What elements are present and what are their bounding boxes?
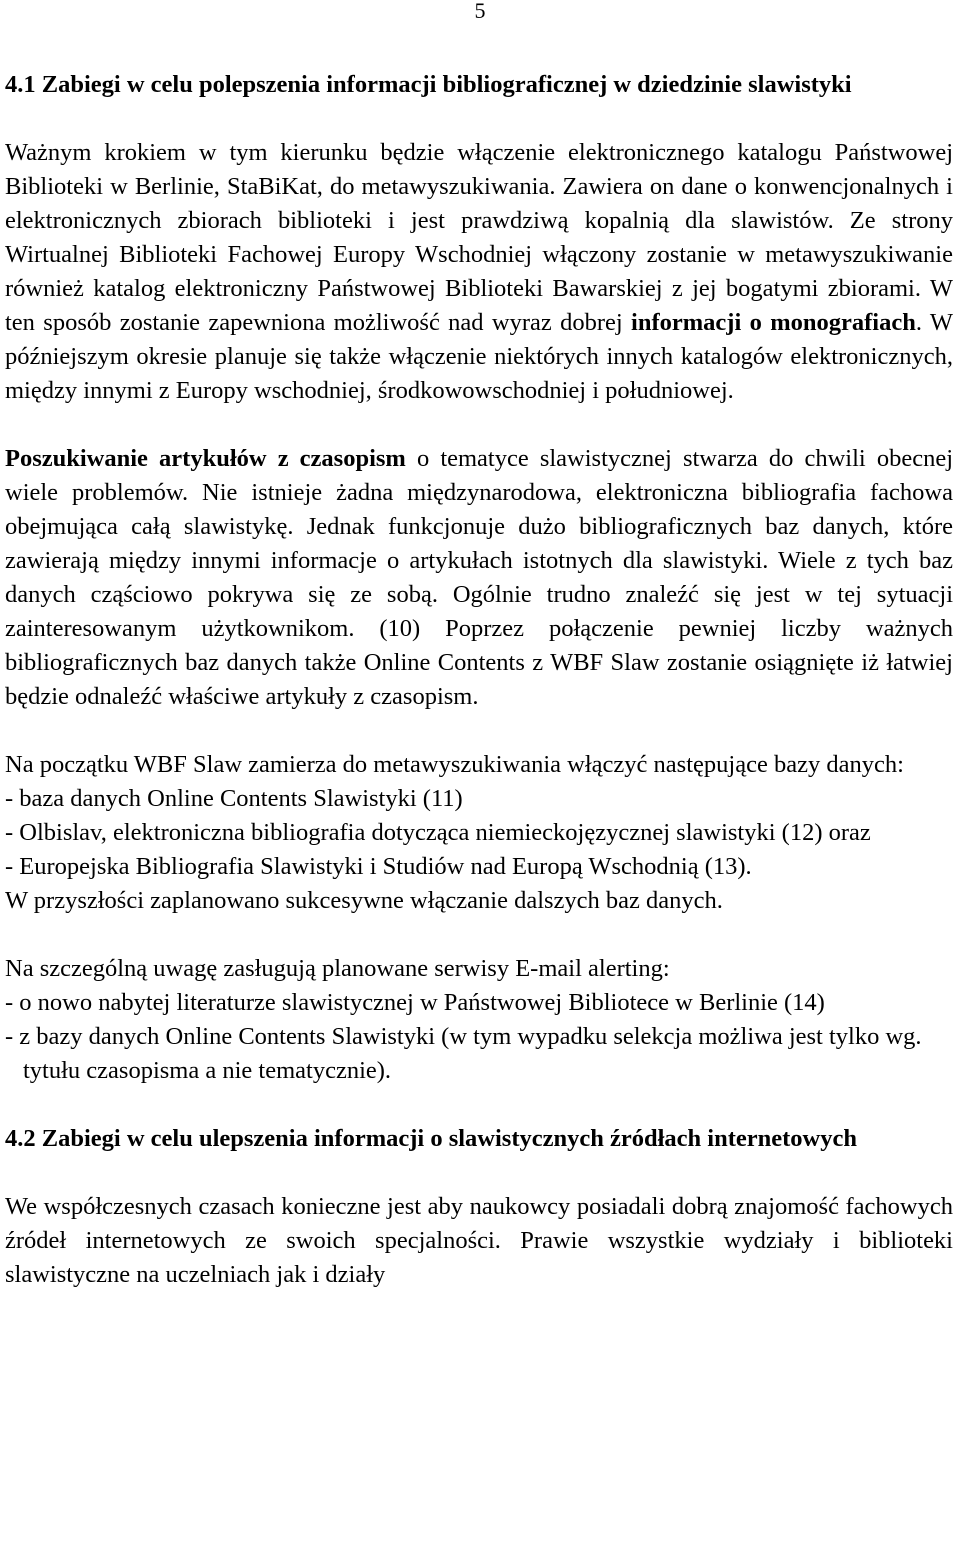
document-body: [5, 68, 953, 1292]
paragraph-text: o tematyce slawistycznej stwarza do chwili obecnej wiele problemów. Nie istnieje żadna międzynarodowa, elektroniczna bibliografia fachowa obejmująca całą slawistykę. Jednak funkcjonuje dużo bibliograficznych baz danych, które zawierają między innymi informacje o artykułach istotnych dla slawistyki. Wiele z tych baz danych cząściowo pokrywa się ze sobą. Ogólnie trudno znaleźć się jest w tej sytuacji zainteresowanym użytkownikom. (10) Poprzez połączenie pewniej liczby ważnych bibliograficznych baz danych także Online Contents z WBF Slaw zostanie osiągnięte iż łatwiej będzie odnaleźć właściwe artykuły z czasopism.: [5, 445, 954, 710]
paragraph-gap: [5, 408, 953, 442]
paragraph-catalogs: [5, 136, 953, 408]
paragraph-gap: [5, 918, 953, 952]
paragraph-gap: [5, 714, 953, 748]
list-item: - Olbislav, elektroniczna bibliografia dotycząca niemieckojęzycznej slawistyki (12) oraz: [5, 819, 871, 846]
paragraph-gap: [5, 102, 953, 136]
paragraph-internet-sources: We współczesnych czasach konieczne jest aby naukowcy posiadali dobrą znajomość fachowych źródeł internetowych ze swoich specjalności. Prawie wszystkie wydziały i biblioteki slawistyczne na uczelniach jak i działy: [5, 1193, 953, 1288]
section-heading-4-2: 4.2 Zabiegi w celu ulepszenia informacji o slawistycznych źródłach internetowych: [5, 1125, 857, 1152]
list-item: - Europejska Bibliografia Slawistyki i Studiów nad Europą Wschodnią (13).: [5, 853, 752, 880]
paragraph-gap: [5, 1088, 953, 1122]
paragraph-alerting-intro: Na szczególną uwagę zasługują planowane serwisy E-mail alerting:: [5, 955, 670, 982]
list-item: - baza danych Online Contents Slawistyki (11): [5, 785, 463, 812]
paragraph-databases-intro: Na początku WBF Slaw zamierza do metawyszukiwania włączyć następujące bazy danych:: [5, 751, 904, 778]
bold-phrase-monographs: informacji o monografiach: [631, 309, 916, 336]
paragraph-databases-outro: W przyszłości zaplanowano sukcesywne włączanie dalszych baz danych.: [5, 887, 723, 914]
paragraph-text: Ważnym krokiem w tym kierunku będzie włączenie elektronicznego katalogu Państwowej Biblioteki w Berlinie, StaBiKat, do metawyszukiwania. Zawiera on dane o konwencjonalnych i elektronicznych zbiorach biblioteki i jest prawdziwą kopalnią dla slawistów. Ze strony Wirtualnej Biblioteki Fachowej Europy Wschodniej włączony zostanie w metawyszukiwanie również katalog elektroniczny Państwowej Biblioteki Bawarskiej z jej bogatymi zbiorami. W ten sposób zostanie zapewniona możliwość nad wyraz dobrej: [5, 139, 953, 336]
list-item: - o nowo nabytej literaturze slawistycznej w Państwowej Bibliotece w Berlinie (14): [5, 989, 825, 1016]
paragraph-text: . W późniejszym okresie planuje się także włączenie niektórych innych katalogów elektronicznych, między innymi z Europy wschodniej, środkowowschodniej i południowej.: [5, 309, 954, 404]
paragraph-articles: [5, 442, 953, 714]
list-item: - z bazy danych Online Contents Slawistyki (w tym wypadku selekcja możliwa jest tylko wg. tytułu czasopisma a nie tematycznie).: [5, 1023, 922, 1084]
section-heading-4-1: 4.1 Zabiegi w celu polepszenia informacji bibliograficznej w dziedzinie slawistyki: [5, 71, 852, 98]
page-number: 5: [474, 0, 486, 23]
bold-phrase-articles: Poszukiwanie artykułów z czasopism: [5, 445, 406, 472]
paragraph-gap: [5, 1156, 953, 1190]
